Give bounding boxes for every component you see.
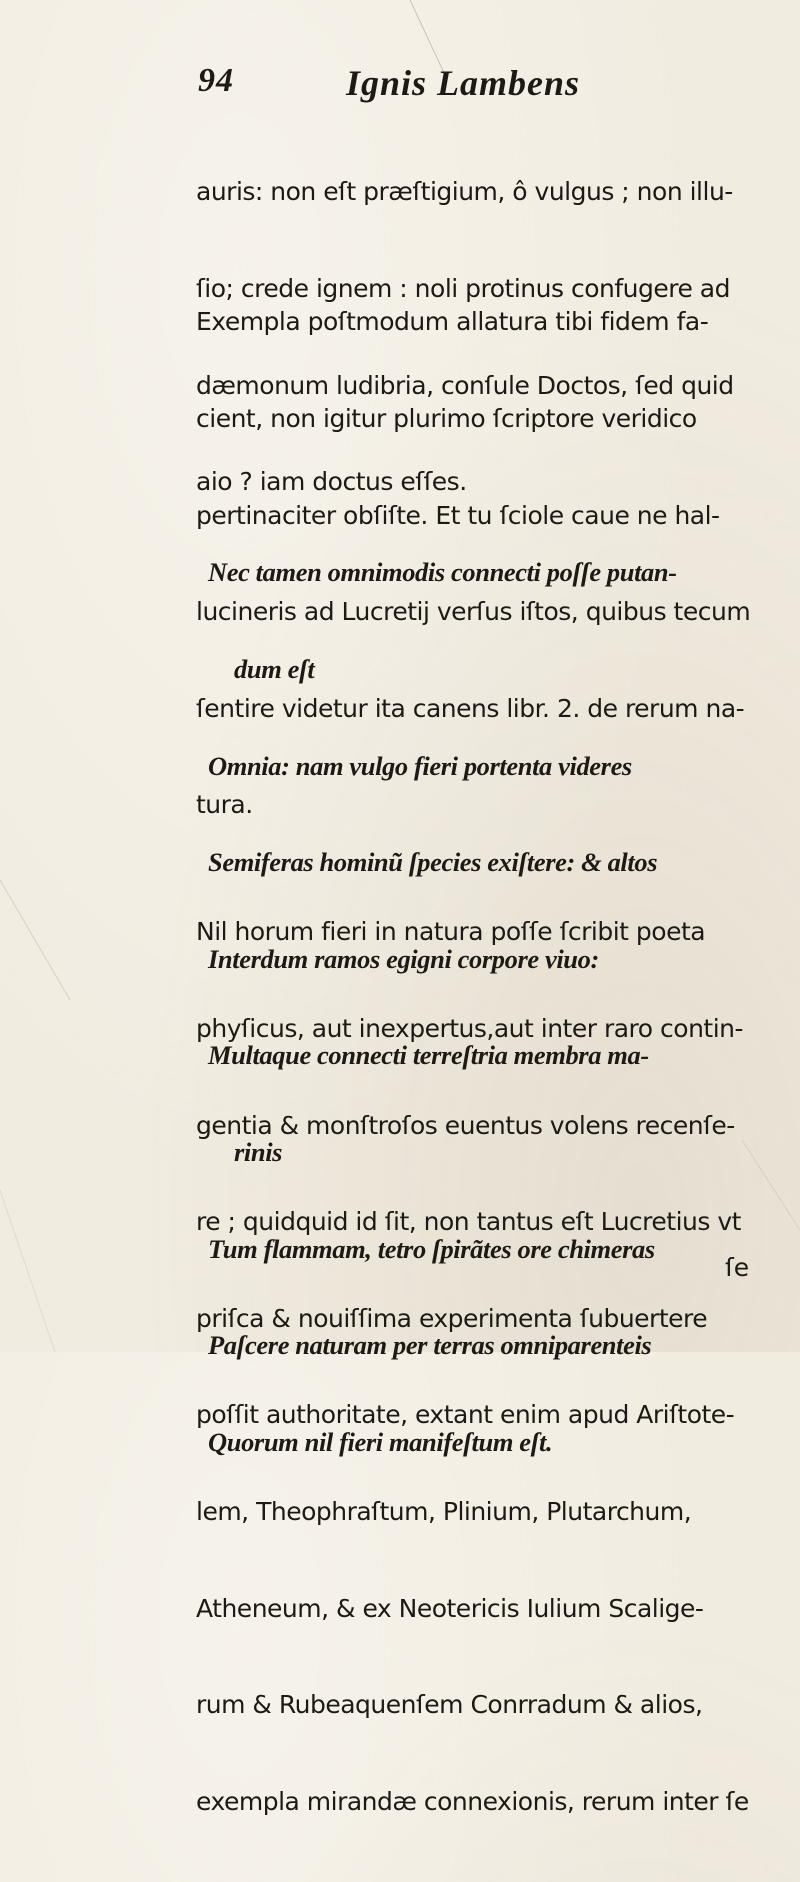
text-line: priſca & nouiſſima experimenta ſubuertere [196,1303,708,1333]
text-line: phyſicus, aut inexpertus,aut inter raro contin- [196,1014,744,1043]
text-line: lem, Theophraſtum, Plinium, Plutarchum, [196,1496,692,1526]
verse-line: Quorum nil fieri manifeſtum eſt. [208,1426,553,1457]
text-line: exempla mirandæ connexionis, rerum inter ſe [196,1786,749,1816]
text-line: Nil horum fieri in natura poſſe ſcribit poeta [196,917,706,947]
text-line: rum & Rubeaquenſem Conrradum & alios, [196,1690,703,1720]
text-line: pertinaciter obſiſte. Et tu ſciole caue ne hal- [196,500,720,530]
page-number: 94 [198,62,234,99]
verse-line: Interdum ramos egigni corpore viuo: [208,943,599,974]
text-line: Exempla poſtmodum allatura tibi fidem fa- [196,307,709,337]
paragraph-3 [196,852,749,1882]
text-line: Atheneum, & ex Neotericis Iulium Scalige- [196,1593,704,1623]
text-line: ſentire videtur ita canens libr. 2. de rerum na- [196,693,745,723]
verse-line: Multaque connecti terreſtria membra ma- [208,1040,649,1071]
text-line: dæmonum ludibria, conſule Doctos, ſed quid [196,370,734,400]
verse-line: dum eſt [234,654,315,684]
verse-line: rinis [234,1136,283,1167]
text-line: tura. [196,790,253,820]
text-line: lucineris ad Lucretij verſus iſtos, quibus tecum [196,597,751,627]
text-line: re ; quidquid id ſit, non tantus eſt Lucretius vt [196,1207,741,1237]
text-line: poſſit authoritate, extant enim apud Ariſtote- [196,1400,735,1430]
verse-line: Omnia: nam vulgo fieri portenta videres [208,750,632,781]
verse-line: Semiferas hominũ ſpecies exiſtere: & altos [208,847,658,878]
text-line: ſio; crede ignem : noli protinus confugere ad [196,274,730,303]
verse-line: Tum flammam, tetro ſpirãtes ore chimeras [208,1233,655,1264]
text-line: aio ? iam doctus eſſes. [196,467,467,497]
catchword: ſe [725,1253,750,1282]
text-line: auris: non eſt præſtigium, ô vulgus ; non illu- [196,177,733,207]
verse-line: Nec tamen omnimodis connecti poſſe putan- [208,557,677,588]
running-title: Ignis Lambens [346,63,581,103]
text-line: gentia & monſtroſos euentus volens recenſe- [196,1110,735,1140]
text-line: cient, non igitur plurimo ſcriptore veridico [196,404,697,433]
verse-line: Paſcere naturam per terras omniparenteis [208,1330,652,1361]
